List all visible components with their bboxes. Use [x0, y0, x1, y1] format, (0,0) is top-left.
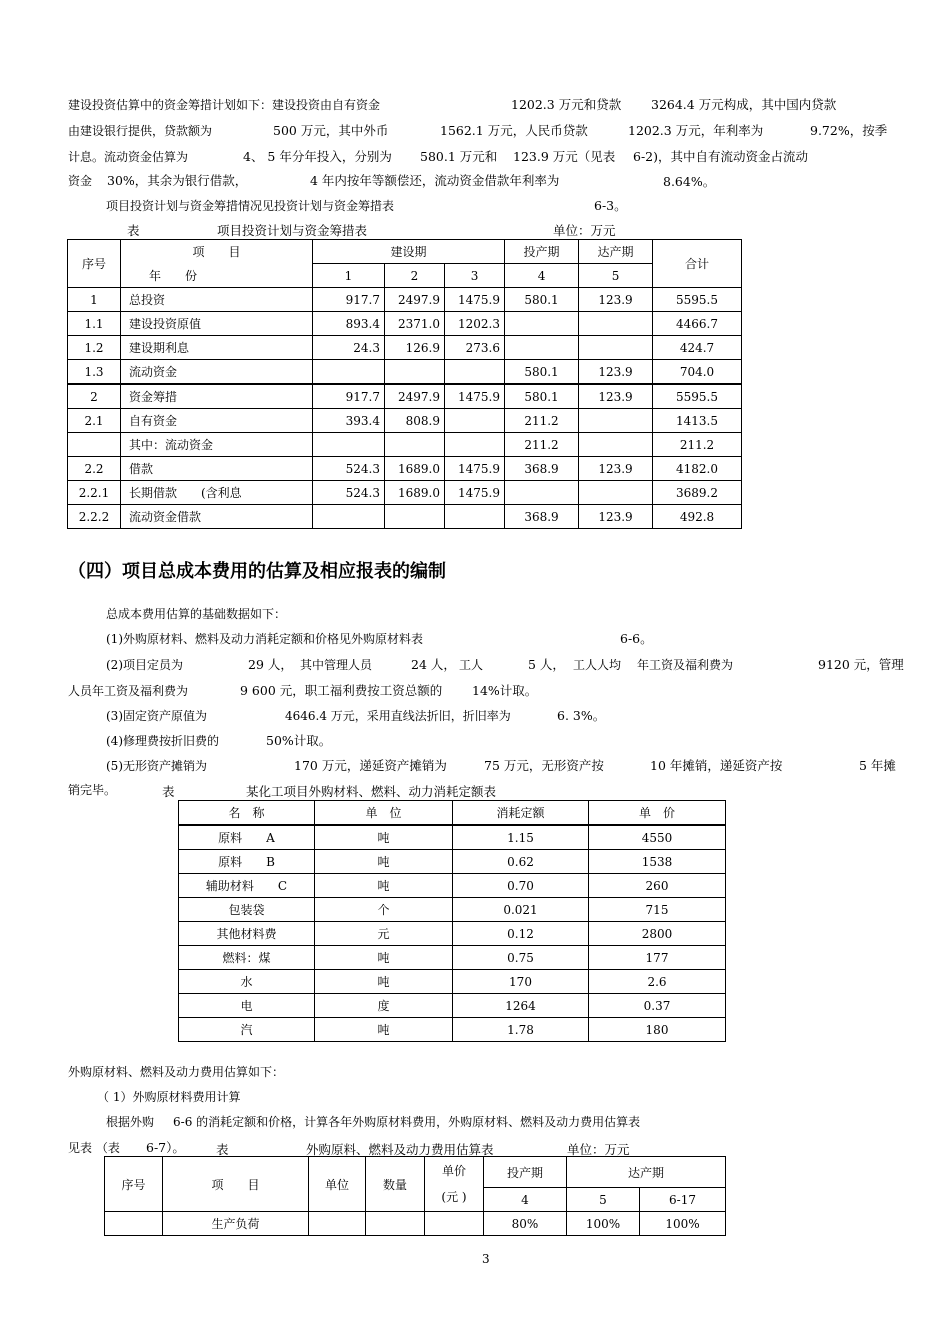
table-cell: 126.9 [385, 336, 445, 360]
table-cell: 吨 [315, 825, 453, 850]
text-line: 销完毕。 [68, 783, 117, 797]
text-line: 由建设银行提供，贷款额为 [68, 124, 213, 138]
table-cell: 524.3 [313, 457, 385, 481]
header-year-label: 年 份 [121, 264, 313, 288]
text-line: 5 人， [528, 657, 565, 672]
text-line: (4)修理费按折旧费的 [106, 734, 219, 748]
table-cell: 5595.5 [653, 384, 742, 409]
table-caption-prefix: 表 [216, 1142, 229, 1157]
table-cell: 元 [315, 922, 453, 946]
table-row [68, 336, 742, 360]
header-year: 4 [505, 264, 579, 288]
table-cell: 808.9 [385, 409, 445, 433]
text-line: 75 万元，无形资产按 [484, 758, 604, 773]
table-cell [505, 312, 579, 336]
table-cell: 吨 [315, 850, 453, 874]
text-line: 29 人， [248, 657, 293, 672]
table-row [68, 360, 742, 385]
text-line: 1202.3 万元，年利率为 [628, 123, 764, 138]
text-line: 14%计取。 [472, 683, 538, 698]
column-header: 单 价 [589, 801, 726, 826]
table-cell: 393.4 [313, 409, 385, 433]
column-header: 名 称 [179, 801, 315, 826]
table-row [179, 946, 726, 970]
text-line: 人员年工资及福利费为 [68, 684, 189, 698]
table-row [68, 457, 742, 481]
page-number: 3 [482, 1252, 490, 1266]
table-cell: 24.3 [313, 336, 385, 360]
table-cell [313, 505, 385, 529]
table-cell: 4182.0 [653, 457, 742, 481]
table-cell: 1413.5 [653, 409, 742, 433]
table-cell: 2497.9 [385, 288, 445, 312]
text-line: 计息。流动资金估算为 [68, 150, 189, 164]
header-year: 5 [567, 1188, 640, 1212]
row-number: 1.2 [68, 336, 121, 360]
header-price [425, 1157, 484, 1212]
header-year: 2 [385, 264, 445, 288]
table-cell [579, 312, 653, 336]
header-full-production: 达产期 [579, 240, 653, 264]
table-cell: 170 [453, 970, 589, 994]
table-cell [505, 336, 579, 360]
table-cell [579, 409, 653, 433]
table-caption: 外购原料、燃料及动力费用估算表 [306, 1142, 494, 1157]
table-cell: 1689.0 [385, 481, 445, 505]
text-line: (2)项目定员为 [106, 658, 183, 672]
table-cell: 1.78 [453, 1018, 589, 1042]
table-row [68, 505, 742, 529]
table-cell: 0.37 [589, 994, 726, 1018]
text-line: 9.72%，按季 [810, 123, 888, 138]
table-cell: 580.1 [505, 384, 579, 409]
table-cell [505, 481, 579, 505]
table-cell: 1475.9 [445, 384, 505, 409]
row-name: 原料 A [179, 825, 315, 850]
header-no: 序号 [68, 240, 121, 288]
row-name: 原料 B [179, 850, 315, 874]
table-cell: 1475.9 [445, 288, 505, 312]
table-cell: 177 [589, 946, 726, 970]
row-name: 流动资金 [121, 360, 313, 385]
table-row [179, 874, 726, 898]
table-cell: 80% [484, 1212, 567, 1236]
table-cell: 123.9 [579, 457, 653, 481]
header-no: 序号 [105, 1157, 163, 1212]
table-cell: 2371.0 [385, 312, 445, 336]
row-name: 燃料：煤 [179, 946, 315, 970]
table-row [179, 898, 726, 922]
table-cell: 0.021 [453, 898, 589, 922]
table-cell: 580.1 [505, 360, 579, 385]
row-number: 1 [68, 288, 121, 312]
text-line: 10 年摊销，递延资产按 [650, 758, 783, 773]
table-row [68, 409, 742, 433]
text-line: 24 人， [411, 657, 456, 672]
header-year: 3 [445, 264, 505, 288]
row-name: 水 [179, 970, 315, 994]
table-cell: 424.7 [653, 336, 742, 360]
text-line: 580.1 万元和 [420, 149, 498, 164]
header-quantity: 数量 [366, 1157, 425, 1212]
text-line: 根据外购 [106, 1115, 155, 1129]
text-line: 工人 [459, 658, 484, 672]
text-line: 123.9 万元（见表 [513, 149, 616, 164]
column-header: 消耗定额 [453, 801, 589, 826]
table-cell: 123.9 [579, 288, 653, 312]
table-cell [313, 360, 385, 385]
header-year: 4 [484, 1188, 567, 1212]
row-name: 其中：流动资金 [121, 433, 313, 457]
investment-plan-table [67, 239, 742, 529]
header-item: 项 目 [163, 1157, 309, 1212]
table-cell: 0.75 [453, 946, 589, 970]
table-cell: 211.2 [653, 433, 742, 457]
section-heading: （四）项目总成本费用的估算及相应报表的编制 [68, 561, 446, 582]
table-cell: 123.9 [579, 384, 653, 409]
table-cell: 5595.5 [653, 288, 742, 312]
row-number [68, 433, 121, 457]
table-unit: 单位：万元 [567, 1142, 630, 1157]
text-line: 9120 元，管理 [818, 657, 904, 672]
row-name: 生产负荷 [163, 1212, 309, 1236]
header-item: 项 目 [121, 240, 313, 264]
text-line: 年工资及福利费为 [637, 658, 734, 672]
text-line: 6. 3%。 [557, 708, 606, 723]
table-cell [445, 409, 505, 433]
table-cell: 4550 [589, 825, 726, 850]
table-cell: 100% [567, 1212, 640, 1236]
table-cell: 3689.2 [653, 481, 742, 505]
text-line: 工人人均 [573, 658, 622, 672]
table-cell: 4466.7 [653, 312, 742, 336]
table-caption-prefix: 表 [162, 784, 175, 799]
table-cell: 1.15 [453, 825, 589, 850]
row-name: 包装袋 [179, 898, 315, 922]
header-year: 5 [579, 264, 653, 288]
consumption-quota-table [178, 800, 726, 1042]
table-row [68, 433, 742, 457]
table-cell: 715 [589, 898, 726, 922]
table-row [179, 850, 726, 874]
table-cell [385, 360, 445, 385]
table-cell: 704.0 [653, 360, 742, 385]
text-line: 170 万元，递延资产摊销为 [294, 758, 447, 773]
row-name: 长期借款 (含利息 [121, 481, 313, 505]
table-cell: 度 [315, 994, 453, 1018]
table-cell: 580.1 [505, 288, 579, 312]
text-line: 50%计取。 [266, 733, 332, 748]
table-cell: 0.70 [453, 874, 589, 898]
table-cell: 1202.3 [445, 312, 505, 336]
row-name: 其他材料费 [179, 922, 315, 946]
text-line: 3264.4 万元构成，其中国内贷款 [651, 97, 837, 112]
text-line: (5)无形资产摊销为 [106, 759, 207, 773]
table-cell [385, 505, 445, 529]
table-cell: 1475.9 [445, 481, 505, 505]
table-cell: 123.9 [579, 505, 653, 529]
table-cell: 吨 [315, 970, 453, 994]
text-line: 5 年摊 [859, 758, 896, 773]
table-cell [366, 1212, 425, 1236]
table-cell: 524.3 [313, 481, 385, 505]
row-number: 1.3 [68, 360, 121, 385]
text-line: (3)固定资产原值为 [106, 709, 207, 723]
table-cell: 2497.9 [385, 384, 445, 409]
table-cell: 吨 [315, 874, 453, 898]
header-price-unit: (元 ) [441, 1190, 467, 1204]
table-cell: 273.6 [445, 336, 505, 360]
table-cell: 2.6 [589, 970, 726, 994]
text-line: 6-7）。 [146, 1140, 185, 1155]
text-line: 500 万元，其中外币 [273, 123, 389, 138]
table-row [68, 384, 742, 409]
table-cell: 1475.9 [445, 457, 505, 481]
table-cell: 368.9 [505, 457, 579, 481]
table-cell: 0.12 [453, 922, 589, 946]
text-line: 1562.1 万元，人民币贷款 [440, 123, 588, 138]
text-line: (1)外购原材料、燃料及动力消耗定额和价格见外购原材料表 [106, 632, 424, 646]
text-line: 见表 （表 [68, 1141, 120, 1155]
row-number: 2.2 [68, 457, 121, 481]
table-cell: 917.7 [313, 288, 385, 312]
header-full-production: 达产期 [567, 1157, 726, 1188]
text-line: 项目投资计划与资金筹措情况见投资计划与资金筹措表 [106, 199, 395, 213]
row-name: 资金筹措 [121, 384, 313, 409]
row-name: 总投资 [121, 288, 313, 312]
table-cell: 368.9 [505, 505, 579, 529]
table-cell: 917.7 [313, 384, 385, 409]
text-line: （ 1）外购原材料费用计算 [97, 1090, 241, 1104]
table-cell [385, 433, 445, 457]
row-name: 辅助材料 C [179, 874, 315, 898]
table-cell [579, 433, 653, 457]
table-row [68, 288, 742, 312]
table-cell: 492.8 [653, 505, 742, 529]
text-line: 6-6 的消耗定额和价格，计算各年外购原材料费用，外购原材料、燃料及动力费用估算表 [173, 1115, 641, 1129]
text-line: 6-2)，其中自有流动资金占流动 [633, 149, 809, 164]
row-name: 借款 [121, 457, 313, 481]
row-name: 电 [179, 994, 315, 1018]
table-cell: 0.62 [453, 850, 589, 874]
table-cell: 吨 [315, 1018, 453, 1042]
table-row [68, 312, 742, 336]
table-cell [313, 433, 385, 457]
table-cell: 211.2 [505, 409, 579, 433]
table-cell [425, 1212, 484, 1236]
table-cell [579, 336, 653, 360]
text-line: 8.64%。 [663, 174, 716, 189]
table-cell: 211.2 [505, 433, 579, 457]
text-line: 建设投资估算中的资金筹措计划如下：建设投资由自有资金 [68, 98, 381, 112]
table-cell [105, 1212, 163, 1236]
text-line: 其中管理人员 [300, 658, 373, 672]
table-cell: 260 [589, 874, 726, 898]
text-line: 1202.3 万元和贷款 [511, 97, 622, 112]
header-build-period: 建设期 [313, 240, 505, 264]
row-number: 2.2.2 [68, 505, 121, 529]
header-total: 合计 [653, 240, 742, 288]
header-year: 1 [313, 264, 385, 288]
text-line: 总成本费用估算的基础数据如下： [106, 607, 287, 621]
table-cell: 100% [640, 1212, 726, 1236]
table-row [179, 922, 726, 946]
header-unit: 单位 [309, 1157, 366, 1212]
table-caption: 某化工项目外购材料、燃料、动力消耗定额表 [246, 784, 497, 799]
table-unit: 单位：万元 [553, 223, 616, 238]
row-number: 2.1 [68, 409, 121, 433]
table-row [179, 970, 726, 994]
text-line: 6-6。 [620, 631, 653, 646]
row-name: 自有资金 [121, 409, 313, 433]
table-cell: 1264 [453, 994, 589, 1018]
table-cell [579, 481, 653, 505]
column-header: 单 位 [315, 801, 453, 826]
table-cell: 吨 [315, 946, 453, 970]
table-cell [309, 1212, 366, 1236]
row-number: 2.2.1 [68, 481, 121, 505]
table-caption-prefix: 表 [127, 223, 140, 238]
row-name: 建设期利息 [121, 336, 313, 360]
row-name: 汽 [179, 1018, 315, 1042]
table-cell [445, 505, 505, 529]
table-cell [445, 360, 505, 385]
table-cell: 123.9 [579, 360, 653, 385]
table-cell [445, 433, 505, 457]
text-line: 4646.4 万元，采用直线法折旧，折旧率为 [285, 709, 511, 723]
row-number: 2 [68, 384, 121, 409]
table-row [179, 994, 726, 1018]
table-row [179, 1018, 726, 1042]
table-row [179, 825, 726, 850]
text-line: 外购原材料、燃料及动力费用估算如下： [68, 1065, 285, 1079]
table-caption: 项目投资计划与资金筹措表 [217, 223, 368, 238]
text-line: 30%，其余为银行借款， [107, 173, 248, 188]
table-cell: 1689.0 [385, 457, 445, 481]
text-line: 6-3。 [594, 198, 627, 213]
row-name: 建设投资原值 [121, 312, 313, 336]
table-row [68, 481, 742, 505]
text-line: 4、 5 年分年投入，分别为 [243, 149, 392, 164]
table-cell: 180 [589, 1018, 726, 1042]
text-line: 9 600 元，职工福利费按工资总额的 [240, 683, 443, 698]
header-production-period: 投产期 [484, 1157, 567, 1188]
header-price-label: 单价 [441, 1164, 466, 1178]
text-line: 资金 [68, 174, 93, 188]
table-cell: 893.4 [313, 312, 385, 336]
purchase-cost-table [104, 1156, 726, 1236]
header-production-period: 投产期 [505, 240, 579, 264]
row-number: 1.1 [68, 312, 121, 336]
row-name: 流动资金借款 [121, 505, 313, 529]
table-cell: 个 [315, 898, 453, 922]
header-year: 6-17 [640, 1188, 726, 1212]
text-line: 4 年内按年等额偿还，流动资金借款年利率为 [310, 173, 560, 188]
table-cell: 2800 [589, 922, 726, 946]
table-cell: 1538 [589, 850, 726, 874]
